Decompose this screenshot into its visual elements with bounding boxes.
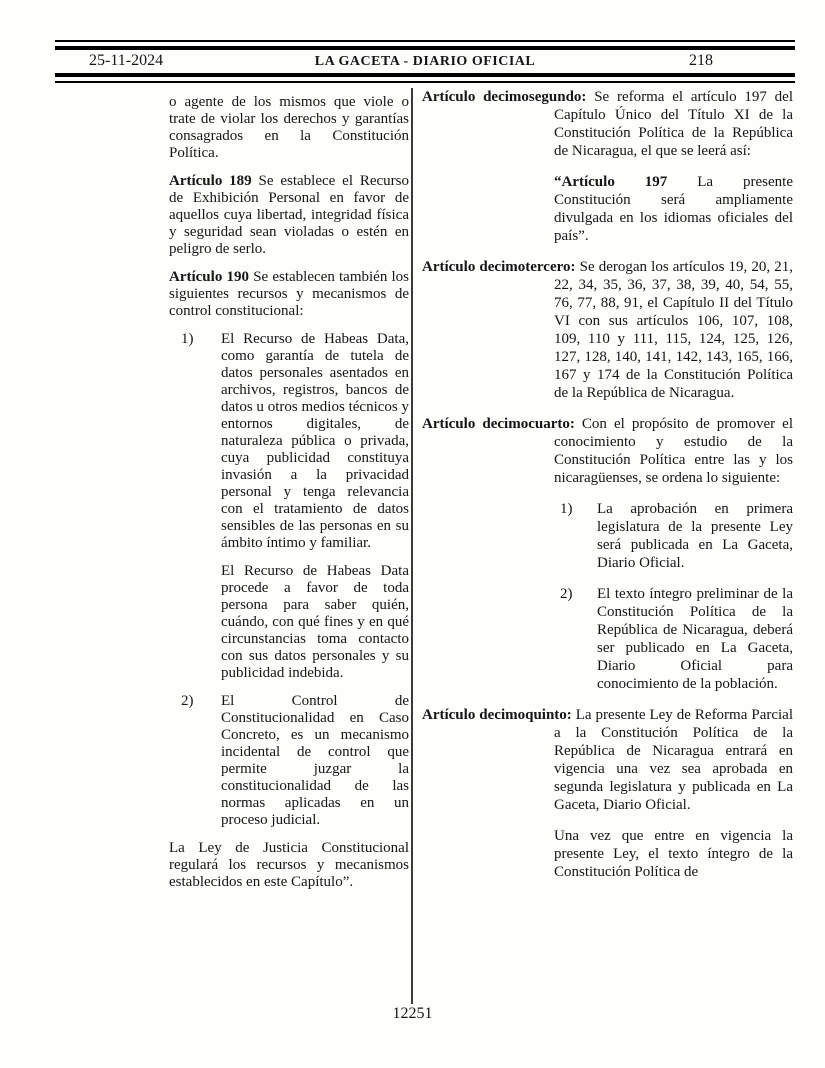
list-item-2-number: 2) [181, 693, 194, 709]
article-decimoquinto-continuation: Una vez que entre en vigencia la presente Ley, el texto íntegro de la Constitución Política de [554, 828, 793, 880]
articulo-190-label: Artículo 190 [169, 269, 249, 285]
left-column [57, 88, 411, 902]
article-decimotercero [422, 258, 793, 402]
article-decimotercero-text: Se derogan los artículos 19, 20, 21, 22, 34, 35, 36, 37, 38, 39, 40, 54, 55, 76, 77, 88, 91, el Capítulo II del Título VI con sus artículos 106, 107, 108, 109, 110 y 111, 115, 124, 125, 126, 127, 128, 140, 141, 142, 143, 165, 166, 167 y 174 de la Constitución Política de la República de Nicaragua. [554, 259, 794, 401]
ordered-item-1-number: 1) [560, 501, 573, 517]
list-item-1 [169, 331, 409, 552]
list-item-2-text: El Control de Constitucionalidad en Caso Concreto, es un mecanismo incidental de control que permite juzgar la constitucionalidad de las normas aplicadas en un proceso judicial. [221, 693, 409, 828]
footer-page-number: 12251 [392, 1005, 433, 1022]
list-item-1-text: El Recurso de Habeas Data, como garantía de tutela de datos personales asentados en archivos, registros, bancos de datos u otros medios técnicos y entornos digitales, de naturaleza pública o privada, cuya publicidad constituya invasión a la privacidad personal y tenga relevancia con el tratamiento de datos sensibles de las personas en su ámbito íntimo y familiar. [221, 331, 409, 551]
header-page-number: 218 [689, 52, 713, 69]
paragraph-articulo-189 [169, 173, 409, 258]
article-decimoquinto-label: Artículo decimoquinto: [422, 707, 572, 723]
paragraph-habeas-data-continuation: El Recurso de Habeas Data procede a favor de toda persona para saber quién, cuándo, con qué fines y en qué circunstancias toma contacto con sus datos personales y su publicidad indebida. [221, 563, 409, 681]
article-decimoquinto [422, 706, 793, 814]
quoted-articulo-197-text: La presente Constitución será ampliamente divulgada en los idiomas oficiales del país”. [554, 174, 794, 244]
article-decimocuarto [422, 415, 793, 487]
quoted-articulo-197 [554, 173, 793, 245]
page-header [55, 40, 795, 83]
articulo-189-text: Se establece el Recurso de Exhibición Personal en favor de aquellos cuya libertad, integridad física y seguridad sean violadas o estén en peligro de serlo. [169, 173, 409, 257]
paragraph-articulo-190 [169, 269, 409, 320]
articulo-190-text: Se establecen también los siguientes recursos y mecanismos de control constitucional: [169, 269, 409, 319]
list-item-2 [169, 693, 409, 829]
body-columns [57, 88, 795, 1004]
paragraph-closing: La Ley de Justicia Constitucional regulará los recursos y mecanismos establecidos en este Capítulo”. [169, 840, 409, 890]
header-date: 25-11-2024 [89, 52, 164, 69]
header-rule-top-thin [55, 40, 795, 42]
ordered-item-1-text: La aprobación en primera legislatura de la presente Ley será publicada en La Gaceta, Diario Oficial. [597, 501, 793, 571]
article-decimosegundo-label: Artículo decimosegundo: [422, 89, 587, 105]
articulo-189-label: Artículo 189 [169, 173, 252, 189]
header-row [55, 50, 795, 73]
ordered-item-2 [560, 585, 793, 693]
article-decimotercero-label: Artículo decimotercero: [422, 259, 576, 275]
ordered-item-2-text: El texto íntegro preliminar de la Constitución Política de la República de Nicaragua, deberá ser publicado en La Gaceta, Diario Oficial para conocimiento de la población. [597, 586, 793, 692]
list-item-1-number: 1) [181, 331, 194, 347]
header-rule-bottom-thick [55, 73, 795, 77]
ordered-item-2-number: 2) [560, 586, 573, 602]
article-decimocuarto-label: Artículo decimocuarto: [422, 416, 575, 432]
article-decimocuarto-text: Con el propósito de promover el conocimiento y estudio de la Constitución Política entre las y los nicaragüenses, se ordena lo siguiente: [554, 416, 794, 486]
header-rule-bottom-thin [55, 81, 795, 83]
ordered-item-1 [560, 500, 793, 572]
header-title: LA GACETA - DIARIO OFICIAL [314, 54, 536, 69]
paragraph-continuation: o agente de los mismos que viole o trate de violar los derechos y garantías consagrados en la Constitución Política. [169, 94, 409, 161]
quoted-articulo-197-label: “Artículo 197 [554, 174, 668, 190]
article-decimosegundo-text: Se reforma el artículo 197 del Capítulo Único del Título XI de la Constitución Política de la República de Nicaragua, el que se leerá así: [554, 89, 794, 159]
article-decimoquinto-text: La presente Ley de Reforma Parcial a la Constitución Política de la República de Nicaragua entrará en vigencia una vez sea aprobada en segunda legislatura y publicada en La Gaceta, Diario Oficial. [554, 707, 793, 813]
right-column [418, 88, 795, 894]
column-divider-rule [411, 88, 413, 1004]
article-decimosegundo [422, 88, 793, 160]
